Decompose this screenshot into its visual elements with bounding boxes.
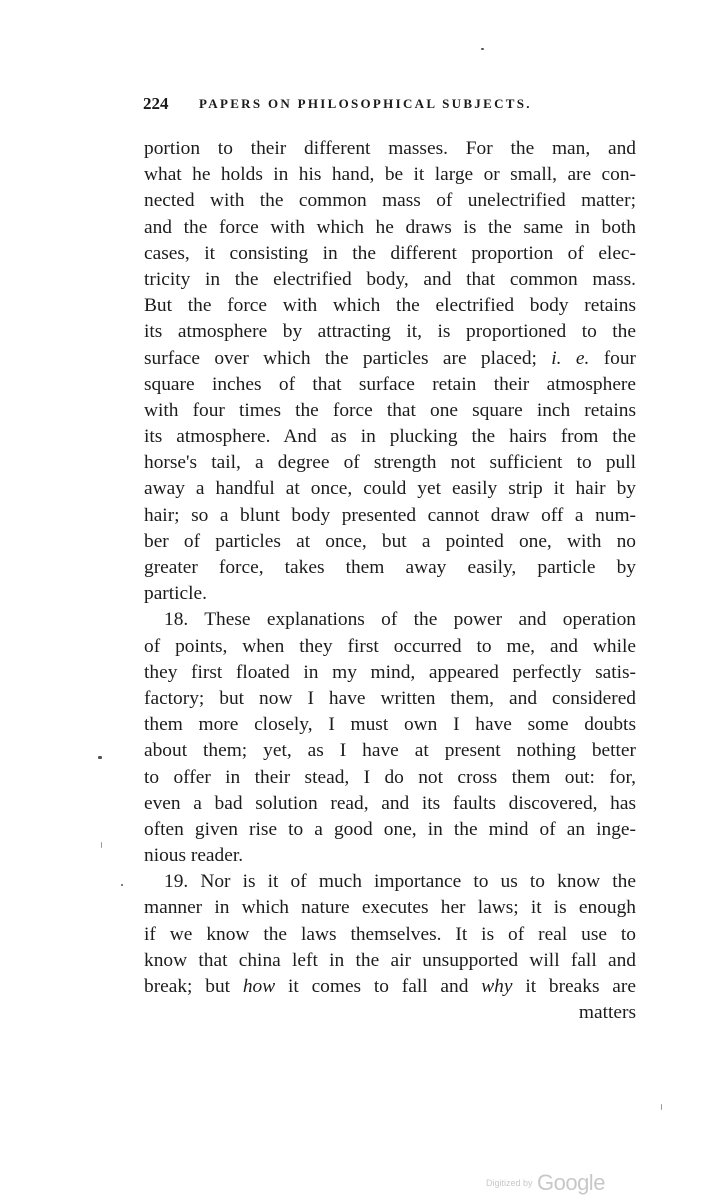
- text-line: often given rise to a good one, in the mind of an inge-: [144, 818, 636, 840]
- text-line: nious reader.: [144, 845, 244, 867]
- text-line: ber of particles at once, but a pointed one, with no: [144, 530, 636, 552]
- text-segment: break; but: [144, 976, 231, 997]
- text-line: tricity in the electrified body, and that common mass.: [144, 268, 636, 290]
- text-line: cases, it consisting in the different proportion of elec-: [144, 242, 636, 264]
- italic-word: why: [481, 976, 513, 997]
- catchword: matters: [578, 1002, 636, 1024]
- margin-speck: [98, 756, 102, 759]
- running-title: PAPERS ON PHILOSOPHICAL SUBJECTS.: [199, 96, 532, 111]
- text-line: know that china left in the air unsupported will fall and: [144, 949, 636, 971]
- text-segment: it breaks are: [525, 976, 636, 997]
- text-segment: four: [603, 347, 636, 369]
- text-line: particle.: [144, 583, 207, 605]
- watermark-prefix: Digitized by: [486, 1178, 533, 1188]
- text-segment: surface over which the particles are placed;: [144, 347, 537, 369]
- text-line: of points, when they first occurred to me, and while: [144, 635, 636, 657]
- text-line: its atmosphere by attracting it, is proportioned to the: [144, 321, 636, 343]
- text-line: to offer in their stead, I do not cross them out: for,: [144, 766, 636, 788]
- text-line: horse's tail, a degree of strength not sufficient to pull: [144, 452, 636, 474]
- text-line: nected with the common mass of unelectrified matter;: [144, 190, 636, 212]
- google-logo: Google: [536, 1170, 605, 1195]
- text-line: even a bad solution read, and its faults discovered, has: [144, 792, 636, 814]
- italic-word: how: [242, 976, 276, 997]
- text-line: hair; so a blunt body presented cannot draw off a num-: [144, 504, 636, 526]
- digitized-watermark: [486, 1170, 605, 1196]
- text-line: about them; yet, as I have at present nothing better: [144, 740, 636, 762]
- paragraph-19-start: 19. Nor is it of much importance to us to know the: [164, 871, 636, 893]
- text-segment: it comes to fall and: [287, 976, 469, 997]
- text-line: manner in which nature executes her laws; it is enough: [144, 897, 636, 919]
- margin-speck: [121, 884, 123, 886]
- running-head: [143, 94, 633, 116]
- text-line: But the force with which the electrified body retains: [144, 295, 636, 317]
- margin-speck: [101, 842, 102, 848]
- text-line: they first floated in my mind, appeared perfectly satis-: [144, 661, 636, 683]
- text-line: what he holds in his hand, be it large or small, are con-: [144, 164, 636, 186]
- paragraph-18-start: 18. These explanations of the power and operation: [164, 609, 636, 631]
- italic-abbreviation: i. e.: [551, 347, 590, 369]
- text-line: greater force, takes them away easily, particle by: [144, 557, 636, 578]
- text-line: its atmosphere. And as in plucking the hairs from the: [144, 426, 636, 448]
- text-line: square inches of that surface retain their atmosphere: [144, 373, 636, 395]
- text-line: [144, 346, 636, 372]
- text-line: them more closely, I must own I have some doubts: [144, 714, 636, 736]
- body-text: [144, 136, 636, 1026]
- text-line: with four times the force that one square inch retains: [144, 399, 636, 421]
- text-line: [144, 974, 636, 1000]
- margin-speck: [661, 1104, 662, 1110]
- top-speck: [481, 48, 484, 50]
- page-number: 224: [143, 94, 169, 113]
- text-line: portion to their different masses. For the man, and: [144, 138, 636, 159]
- text-line: if we know the laws themselves. It is of real use to: [144, 923, 636, 945]
- text-line: away a handful at once, could yet easily strip it hair by: [144, 478, 636, 500]
- text-line: factory; but now I have written them, and considered: [144, 687, 636, 709]
- text-line: and the force with which he draws is the same in both: [144, 216, 636, 238]
